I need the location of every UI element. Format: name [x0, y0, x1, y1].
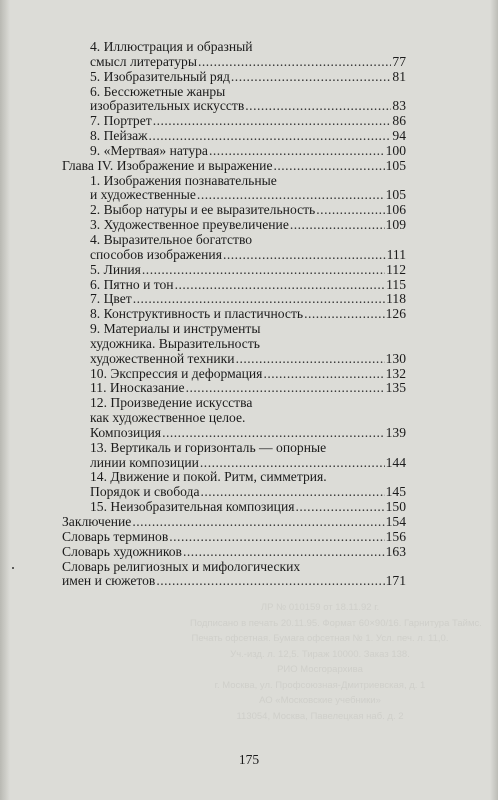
toc-entry-text: 10. Экспрессия и деформация: [90, 366, 263, 381]
dot-leader: [209, 144, 385, 159]
toc-page-number: 171: [385, 574, 406, 589]
dot-leader: [200, 456, 385, 471]
toc-page-number: 130: [385, 351, 406, 366]
toc-page-number: 81: [392, 69, 406, 84]
toc-entry-text: Композиция: [90, 425, 162, 440]
toc-entry-text: 13. Вертикаль и горизонталь — опорные: [90, 440, 327, 455]
toc-entry-text: Порядок и свобода: [90, 485, 200, 500]
toc-entry-text: 5. Изобразительный ряд: [90, 69, 230, 84]
toc-entry: [62, 292, 406, 307]
imprint-line: АО «Московские учебники»: [259, 695, 381, 706]
imprint-line: Уч.-изд. л. 12,5. Тираж 10000. Заказ 138.: [230, 648, 410, 660]
toc-entry: [62, 218, 406, 233]
toc-page-number: 118: [386, 292, 406, 307]
toc-entry-text: 14. Движение и покой. Ритм, симметрия.: [90, 470, 327, 485]
toc-entry: [62, 441, 406, 471]
table-of-contents: [62, 40, 406, 589]
toc-entry: [62, 40, 406, 70]
page-edge-right: [490, 0, 498, 800]
dot-leader: [142, 263, 385, 278]
toc-page-number: 139: [385, 425, 406, 440]
toc-entry-text: 8. Конструктивность и пластичность: [90, 307, 304, 322]
toc-entry-text: Словарь религиозных и мифологических: [62, 559, 301, 574]
imprint-line: г. Москва, ул. Профсоюзная-Дмитриевская, д. 1: [214, 679, 426, 691]
toc-entry-text: художника. Выразительность: [90, 336, 260, 351]
toc-page-number: 112: [386, 262, 406, 277]
dot-leader: [132, 515, 384, 530]
toc-entry: [62, 545, 406, 560]
toc-entry-text: 9. Материалы и инструменты: [90, 322, 261, 337]
toc-entry-text: 1. Изображения познавательные: [90, 173, 277, 188]
toc-entry-text: Заключение: [62, 515, 132, 529]
toc-entry: [62, 515, 406, 530]
dot-leader: [290, 218, 385, 233]
toc-entry: [62, 307, 406, 322]
toc-entry-text: Словарь терминов: [62, 529, 169, 544]
dot-leader: [162, 426, 385, 441]
toc-page-number: 83: [392, 99, 406, 114]
dot-leader: [223, 248, 386, 263]
toc-page-number: 100: [385, 143, 406, 158]
dot-leader: [236, 352, 385, 367]
dot-leader: [149, 129, 392, 144]
toc-entry-text: 12. Произведение искусства: [90, 396, 253, 411]
toc-entry-text: как художественное целое.: [90, 411, 246, 426]
toc-page-number: 135: [385, 381, 406, 396]
dot-leader: [197, 188, 385, 203]
dot-leader: [273, 159, 384, 174]
imprint-line: ЛР № 010159 от 18.11.92 г.: [260, 602, 380, 613]
dot-leader: [263, 367, 384, 382]
toc-page-number: 144: [385, 455, 406, 470]
toc-entry-text: Словарь художников: [62, 544, 182, 559]
dot-leader: [133, 292, 385, 307]
dot-leader: [183, 545, 385, 560]
toc-page-number: 109: [385, 218, 406, 233]
toc-page-number: 163: [385, 544, 406, 559]
toc-entry-text: 7. Портрет: [90, 114, 152, 129]
dot-leader: [316, 203, 384, 218]
toc-entry-text: 4. Иллюстрация и образный: [90, 40, 253, 54]
imprint-line: Подписано в печать 20.11.95. Формат 60×90/16. Гарнитура Таймс.: [190, 617, 482, 629]
toc-entry-text: Глава IV. Изображение и выражение: [62, 158, 273, 173]
dot-leader: [295, 500, 384, 515]
toc-entry-text: 2. Выбор натуры и ее выразительность: [90, 203, 316, 218]
dot-leader: [186, 381, 385, 396]
toc-entry-text: 6. Пятно и тон: [90, 277, 174, 292]
toc-entry: [62, 530, 406, 545]
toc-entry: [62, 381, 406, 396]
toc-entry: [62, 560, 406, 590]
toc-entry-text: 3. Художественное преувеличение: [90, 218, 289, 233]
toc-entry-text: 15. Неизобразительная композиция: [90, 500, 295, 515]
toc-entry-text: 11. Иносказание: [90, 381, 185, 396]
toc-entry: [62, 396, 406, 441]
dot-leader: [245, 99, 391, 114]
toc-entry-text: 8. Пейзаж: [90, 129, 148, 144]
toc-entry-text: 9. «Мертвая» натура: [90, 143, 208, 158]
dot-leader: [200, 485, 384, 500]
toc-entry: [62, 129, 406, 144]
toc-page-number: 145: [385, 485, 406, 500]
page-edge-left: [0, 0, 10, 800]
toc-page-number: 86: [392, 114, 406, 129]
toc-entry: [62, 263, 406, 278]
toc-entry-text: имен и сюжетов: [62, 574, 156, 589]
imprint-line: Печать офсетная. Бумага офсетная № 1. Усл. печ. л. 11,0.: [191, 633, 449, 644]
toc-entry: [62, 85, 406, 115]
toc-entry: [62, 500, 406, 515]
dot-leader: [231, 70, 392, 85]
imprint-bleedthrough: [190, 600, 482, 724]
toc-entry-text: 4. Выразительное богатство: [90, 232, 253, 247]
toc-entry: [62, 144, 406, 159]
toc-entry: [62, 278, 406, 293]
toc-page-number: 77: [392, 54, 406, 69]
dot-leader: [156, 574, 384, 589]
toc-page-number: 94: [392, 129, 406, 144]
toc-entry-text: изобразительных искусств: [90, 99, 245, 114]
toc-entry: [62, 159, 406, 174]
toc-entry-text: 7. Цвет: [90, 292, 132, 307]
dot-leader: [175, 278, 386, 293]
toc-entry: [62, 203, 406, 218]
toc-page-number: 105: [385, 158, 406, 173]
toc-entry-text: способов изображения: [90, 247, 222, 262]
page-number: 175: [238, 752, 260, 767]
dot-leader: [153, 114, 392, 129]
toc-entry-text: 6. Бессюжетные жанры: [90, 84, 226, 99]
toc-entry: [62, 114, 406, 129]
toc-page-number: 115: [386, 277, 406, 292]
toc-page-number: 154: [385, 515, 406, 529]
toc-page-number: 111: [386, 247, 406, 262]
toc-page-number: 156: [385, 529, 406, 544]
toc-entry-text: линии композиции: [90, 455, 199, 470]
toc-page-number: 105: [385, 188, 406, 203]
imprint-line: 113054, Москва, Павелецкая наб. д. 2: [236, 710, 404, 722]
toc-page-number: 132: [385, 366, 406, 381]
dot-leader: [304, 307, 385, 322]
dot-leader: [198, 55, 391, 70]
toc-entry-text: 5. Линия: [90, 262, 141, 277]
imprint-line: РИО Мосгорархива: [277, 664, 363, 675]
toc-entry: [62, 70, 406, 85]
dot-leader: [169, 530, 384, 545]
toc-page-number: 150: [385, 500, 406, 515]
toc-entry: [62, 174, 406, 204]
toc-entry: [62, 367, 406, 382]
toc-page-number: 106: [385, 203, 406, 218]
toc-entry-text: и художественные: [90, 188, 196, 203]
toc-entry: [62, 322, 406, 367]
toc-entry-text: смысл литературы: [90, 54, 197, 69]
toc-entry: [62, 233, 406, 263]
scan-speck: [12, 567, 14, 569]
toc-entry: [62, 470, 406, 500]
toc-entry-text: художественной техники: [90, 351, 235, 366]
toc-page-number: 126: [385, 307, 406, 322]
